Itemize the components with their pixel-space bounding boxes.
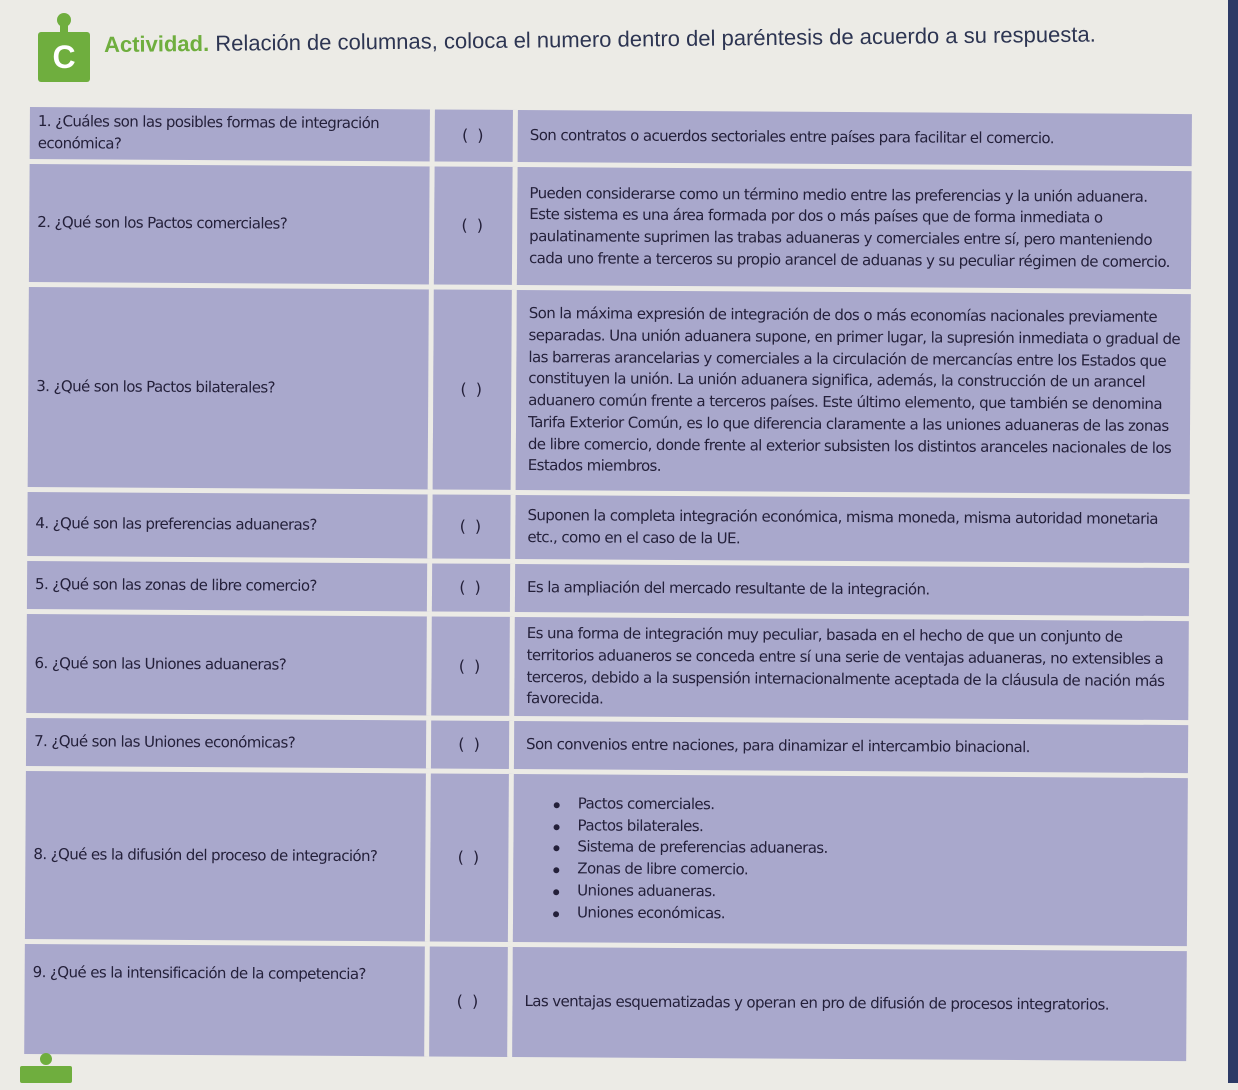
answer-cell — [513, 774, 1188, 946]
answer-cell: Son contratos o acuerdos sectoriales entre países para facilitar el comercio. — [518, 110, 1192, 166]
answer-cell: Son la máxima expresión de integración de dos o más economías nacionales previamente separadas. Una unión aduanera supone, en primer lugar, la supresión inmediata o gradual de las barreras arancelarias y comerciales a la circulación de mercancías entre los Estados que constituyen la unión. La unión aduanera significa, además, la construcción de un arancel aduanero común frente a terceros países. Este último elemento, que también se denomina Tarifa Exterior Común, es lo que diferencia claramente a las uniones aduaneras de las zonas de libre comercio, donde frente al exterior subsisten los distintos aranceles nacionales de los Estados miembros. — [516, 290, 1191, 494]
list-item: Pactos comerciales. — [554, 793, 1178, 819]
table-row — [24, 944, 1187, 1061]
answer-cell: Es la ampliación del mercado resultante de la integración. — [515, 564, 1189, 616]
question-cell: 3. ¿Qué son los Pactos bilaterales? — [28, 287, 434, 489]
question-cell: 4. ¿Qué son las preferencias aduaneras? — [27, 492, 432, 558]
question-cell: 1. ¿Cuáles son las posibles formas de integración económica? — [30, 107, 435, 161]
answer-cell: Pueden considerarse como un término medio entre las preferencias y la unión aduanera. Este sistema es una área formada por dos o más países que de forma inmediata o paulatinamente suprimen las trabas aduaneras y comerciales entre sí, pero manteniendo cada uno frente a terceros su propio arancel de aduanas y su peculiar régimen de comercio. — [517, 167, 1192, 289]
answer-blank[interactable] — [430, 773, 514, 942]
paren-blank: ( ) — [459, 577, 483, 597]
puzzle-corner-icon — [18, 1052, 74, 1083]
page-edge — [1228, 0, 1238, 1083]
activity-header — [30, 10, 1210, 90]
question-cell: 6. ¿Qué son las Uniones aduaneras? — [26, 614, 432, 715]
table-row — [25, 771, 1188, 946]
activity-instruction: Relación de columnas, coloca el numero dentro del paréntesis de acuerdo a su respuesta. — [215, 21, 1096, 56]
answer-cell: Son convenios entre naciones, para dinamizar el intercambio binacional. — [514, 721, 1188, 773]
paren-blank: ( ) — [456, 991, 481, 1011]
puzzle-icon — [36, 12, 92, 84]
answer-blank[interactable] — [433, 289, 517, 490]
table-row — [26, 614, 1189, 720]
question-cell: 7. ¿Qué son las Uniones económicas? — [26, 718, 431, 768]
question-cell: 9. ¿Qué es la intensificación de la competencia? — [24, 944, 430, 1056]
question-cell: 8. ¿Qué es la difusión del proceso de integración? — [25, 771, 431, 941]
table-row — [28, 287, 1191, 494]
answer-blank[interactable] — [432, 563, 515, 612]
answer-blank[interactable] — [431, 720, 514, 769]
matching-table — [24, 102, 1192, 1066]
question-cell: 2. ¿Qué son los Pactos comerciales? — [29, 164, 435, 284]
answer-blank[interactable] — [431, 616, 515, 716]
paren-blank: ( ) — [461, 125, 486, 145]
list-item: Uniones económicas. — [553, 902, 1177, 928]
answer-cell: Las ventajas esquematizadas y operan en pro de difusión de procesos integratorios. — [512, 947, 1187, 1061]
paren-blank: ( ) — [460, 379, 485, 399]
paren-blank: ( ) — [458, 734, 482, 754]
integration-forms-list — [525, 789, 1178, 931]
table-row — [27, 492, 1189, 563]
paren-blank: ( ) — [457, 847, 482, 867]
table-row — [30, 107, 1192, 166]
paren-blank: ( ) — [461, 215, 486, 235]
paren-blank: ( ) — [458, 656, 483, 676]
list-item: Uniones aduaneras. — [553, 880, 1177, 906]
list-item: Sistema de preferencias aduaneras. — [553, 836, 1177, 862]
table-row — [26, 718, 1188, 773]
matching-table-wrapper — [24, 102, 1192, 1090]
question-cell: 5. ¿Qué son las zonas de libre comercio? — [27, 561, 432, 611]
answer-blank[interactable] — [435, 109, 518, 162]
list-item: Pactos bilaterales. — [554, 815, 1178, 841]
answer-blank[interactable] — [434, 166, 518, 285]
table-row — [29, 164, 1192, 289]
list-item: Zonas de libre comercio. — [553, 858, 1177, 884]
answer-cell: Suponen la completa integración económica, misma moneda, misma autoridad monetaria etc., como en el caso de la UE. — [515, 495, 1189, 563]
activity-label: Actividad. — [103, 30, 210, 57]
table-row — [27, 561, 1189, 616]
answer-blank[interactable] — [432, 494, 515, 559]
answer-blank[interactable] — [429, 946, 513, 1057]
page-title — [104, 22, 1096, 58]
svg-text:C: C — [52, 39, 76, 75]
paren-blank: ( ) — [459, 516, 484, 536]
answer-cell: Es una forma de integración muy peculiar, basada en el hecho de que un conjunto de territorios aduaneros se conceda entre sí una serie de ventajas aduaneras, no extensibles a terceros, debido a la suspensión internacionalmente aceptada de la cláusula de nación más favorecida. — [514, 617, 1189, 720]
